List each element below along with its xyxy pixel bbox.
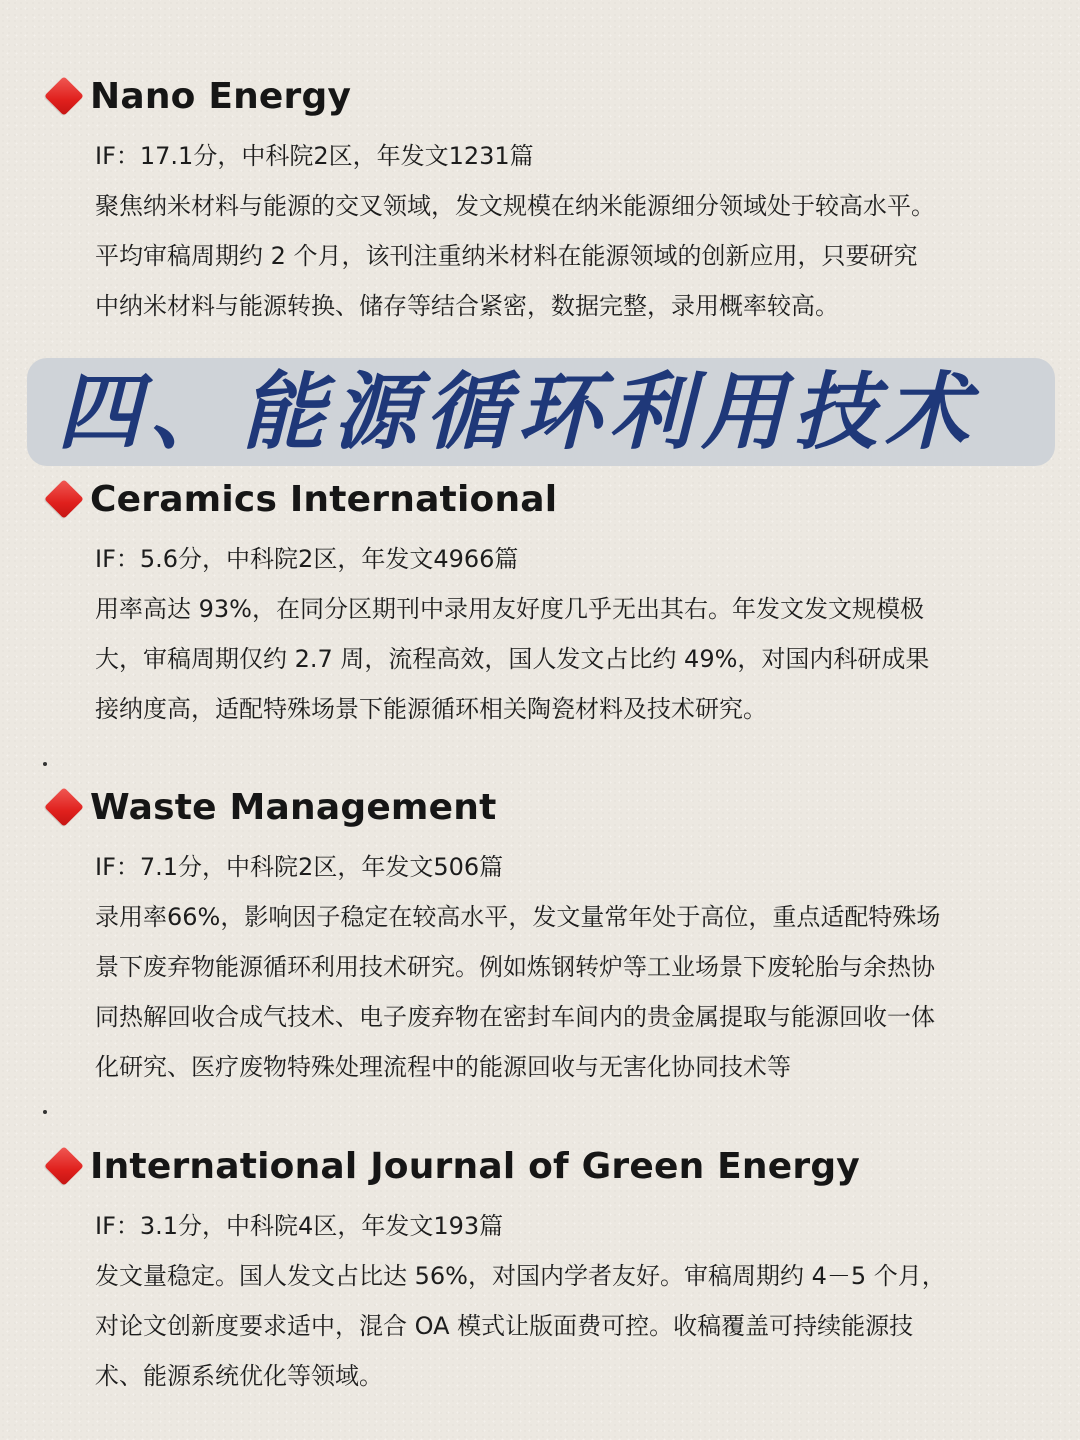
journal-description-line: 同热解回收合成气技术、电子废弃物在密封车间内的贵金属提取与能源回收一体 (95, 1003, 935, 1031)
separator-dot (43, 1110, 47, 1114)
journal-metrics: IF：3.1分，中科院4区，年发文193篇 (95, 1212, 504, 1240)
journal-heading (0, 1138, 1080, 1194)
journal-title: Ceramics International (90, 478, 558, 520)
section-banner (27, 358, 1055, 466)
journal-section-waste-management (0, 779, 1080, 1092)
journal-heading (0, 471, 1080, 527)
journal-description-line: 对论文创新度要求适中，混合 OA 模式让版面费可控。收稿覆盖可持续能源技 (95, 1312, 914, 1340)
journal-description-line: 接纳度高，适配特殊场景下能源循环相关陶瓷材料及技术研究。 (95, 695, 767, 723)
journal-title: Waste Management (90, 786, 497, 828)
journal-description-line: 中纳米材料与能源转换、储存等结合紧密，数据完整，录用概率较高。 (95, 292, 839, 320)
journal-heading (0, 68, 1080, 124)
journal-title: International Journal of Green Energy (90, 1145, 860, 1187)
journal-body (95, 534, 1045, 734)
journal-body (95, 842, 1045, 1092)
journal-title: Nano Energy (90, 75, 352, 117)
red-diamond-icon (44, 76, 84, 116)
journal-description-line: 发文量稳定。国人发文占比达 56%，对国内学者友好。审稿周期约 4－5 个月， (95, 1262, 946, 1290)
journal-description-line: 景下废弃物能源循环利用技术研究。例如炼钢转炉等工业场景下废轮胎与余热协 (95, 953, 935, 981)
journal-description-line: 术、能源系统优化等领域。 (95, 1362, 383, 1390)
journal-metrics: IF：7.1分，中科院2区，年发文506篇 (95, 853, 504, 881)
journal-description-line: 录用率66%，影响因子稳定在较高水平，发文量常年处于高位，重点适配特殊场 (95, 903, 941, 931)
section-banner-title: 四、能源循环利用技术 (57, 363, 978, 461)
journal-metrics: IF：5.6分，中科院2区，年发文4966篇 (95, 545, 519, 573)
journal-body (95, 1201, 1045, 1401)
journal-section-ceramics-international (0, 471, 1080, 734)
separator-dot (43, 762, 47, 766)
journal-body (95, 131, 1045, 331)
journal-heading (0, 779, 1080, 835)
journal-description-line: 大，审稿周期仅约 2.7 周，流程高效，国人发文占比约 49%，对国内科研成果 (95, 645, 930, 673)
red-diamond-icon (44, 1146, 84, 1186)
journal-description-line: 聚焦纳米材料与能源的交叉领域，发文规模在纳米能源细分领域处于较高水平。 (95, 192, 935, 220)
journal-section-nano-energy (0, 68, 1080, 331)
journal-metrics: IF：17.1分，中科院2区，年发文1231篇 (95, 142, 534, 170)
journal-description-line: 平均审稿周期约 2 个月，该刊注重纳米材料在能源领域的创新应用，只要研究 (95, 242, 918, 270)
journal-description-line: 化研究、医疗废物特殊处理流程中的能源回收与无害化协同技术等 (95, 1053, 791, 1081)
red-diamond-icon (44, 479, 84, 519)
journal-section-green-energy (0, 1138, 1080, 1401)
journal-description-line: 用率高达 93%，在同分区期刊中录用友好度几乎无出其右。年发文发文规模极 (95, 595, 924, 623)
red-diamond-icon (44, 787, 84, 827)
